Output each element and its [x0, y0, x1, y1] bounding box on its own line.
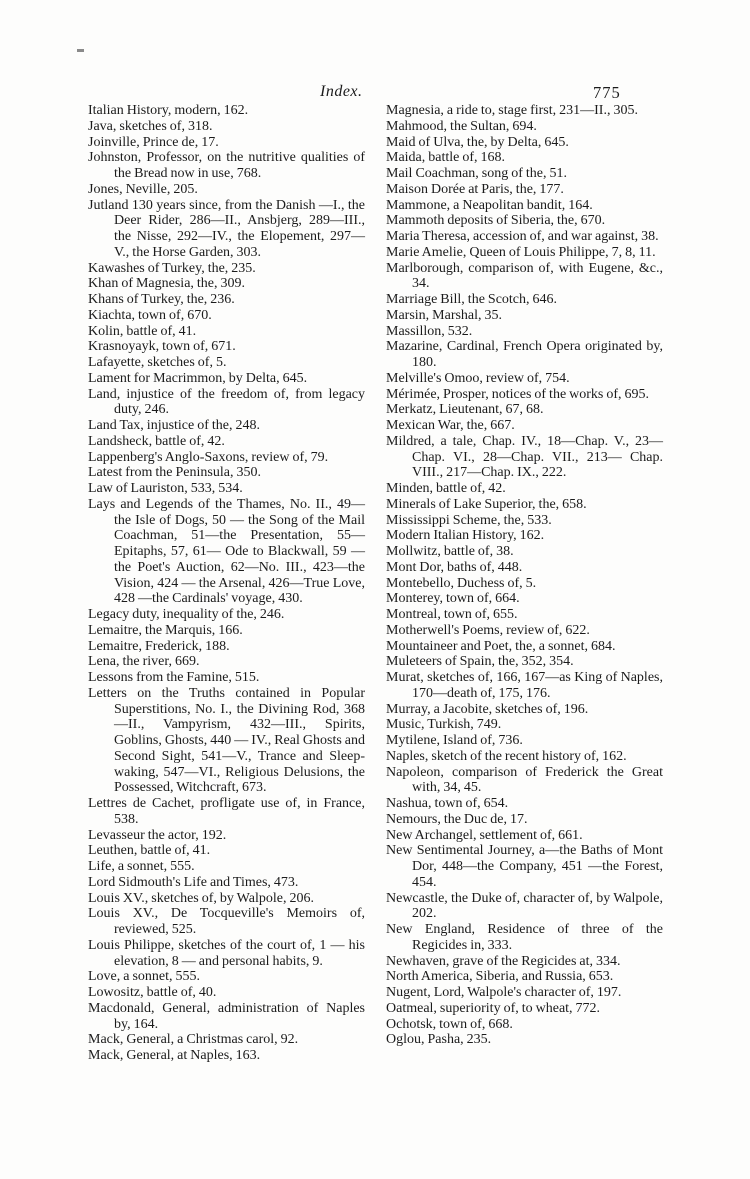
index-entry: Naples, sketch of the recent history of, 162.	[386, 748, 627, 764]
index-entry: Johnston, Professor, on the nutritive qualities of the Bread now in use, 768.	[88, 150, 365, 181]
index-entry: Latest from the Peninsula, 350.	[88, 465, 261, 481]
index-entry: Italian History, modern, 162.	[88, 103, 249, 118]
index-entry: Marsin, Marshal, 35.	[386, 307, 503, 323]
index-entry: Legacy duty, inequality of the, 246.	[88, 607, 285, 622]
index-entry: Landsheck, battle of, 42.	[88, 433, 225, 449]
index-entry: Letters on the Truths contained in Popular Superstitions, No. I., the Divining Rod, 368—II., Vampyrism, 432—III., Spirits, Goblins, Ghosts, 440 — IV., Real Ghosts and Second Sight, 541—V., Trance and Sleep-waking, 547—VI., Religious Delusions, the Possessed, Witchcraft, 673.	[88, 685, 365, 796]
index-entry: Montebello, Duchess of, 5.	[386, 575, 537, 591]
index-entry: Montreal, town of, 655.	[386, 607, 518, 622]
index-entry: Marriage Bill, the Scotch, 646.	[386, 292, 558, 307]
index-entry: Krasnoyayk, town of, 671.	[88, 339, 236, 355]
index-entry: Louis Philippe, sketches of the court of, 1 — his elevation, 8 — and personal habits, 9.	[88, 937, 365, 969]
index-column-left	[88, 103, 365, 1064]
index-entry: Muleteers of Spain, the, 352, 354.	[386, 654, 574, 670]
index-entry: Mountaineer and Poet, the, a sonnet, 684.	[386, 638, 616, 654]
index-entry: Magnesia, a ride to, stage first, 231—II., 305.	[386, 103, 638, 118]
index-entry: New England, Residence of three of the Regicides in, 333.	[386, 922, 663, 953]
index-entry: Maria Theresa, accession of, and war against, 38.	[386, 229, 659, 244]
index-entry: New Archangel, settlement of, 661.	[386, 827, 583, 843]
index-entry: Mildred, a tale, Chap. IV., 18—Chap. V., 23—Chap. VI., 28—Chap. VII., 213— Chap. VIII., 217—Chap. IX., 222.	[386, 433, 663, 481]
index-entry: Land Tax, injustice of the, 248.	[88, 418, 261, 433]
index-entry: Louis XV., sketches of, by Walpole, 206.	[88, 890, 314, 906]
index-entry: Nugent, Lord, Walpole's character of, 197.	[386, 985, 622, 1000]
index-entry: Mammone, a Neapolitan bandit, 164.	[386, 197, 593, 213]
index-entry: New Sentimental Journey, a—the Baths of Mont Dor, 448—the Company, 451 —the Forest, 454.	[386, 843, 663, 890]
index-entry: Mail Coachman, song of the, 51.	[386, 166, 568, 181]
index-entry: Nashua, town of, 654.	[386, 796, 509, 811]
scan-artifact-mark	[77, 49, 84, 52]
index-entry: Law of Lauriston, 533, 534.	[88, 481, 243, 496]
running-head	[0, 83, 750, 103]
index-entry: Mazarine, Cardinal, French Opera originated by, 180.	[386, 339, 663, 370]
index-entry: Minerals of Lake Superior, the, 658.	[386, 496, 587, 512]
index-entry: Mississippi Scheme, the, 533.	[386, 512, 552, 528]
index-entry: Mollwitz, battle of, 38.	[386, 544, 514, 559]
index-entry: Murat, sketches of, 166, 167—as King of Naples, 170—death of, 175, 176.	[386, 670, 663, 701]
index-entry: Oatmeal, superiority of, to wheat, 772.	[386, 1000, 601, 1016]
index-entry: Khan of Magnesia, the, 309.	[88, 276, 246, 292]
index-entry: Modern Italian History, 162.	[386, 528, 545, 544]
index-entry: Kiachta, town of, 670.	[88, 307, 212, 323]
index-entry: Macdonald, General, administration of Naples by, 164.	[88, 1000, 365, 1032]
index-entry: Love, a sonnet, 555.	[88, 969, 201, 985]
index-entry: Khans of Turkey, the, 236.	[88, 292, 235, 307]
index-entry: Mahmood, the Sultan, 694.	[386, 118, 537, 134]
index-entry: Life, a sonnet, 555.	[88, 859, 195, 874]
index-entry: Mexican War, the, 667.	[386, 418, 515, 433]
index-entry: Marlborough, comparison of, with Eugene, &c., 34.	[386, 260, 663, 292]
index-entry: Lays and Legends of the Thames, No. II., 49—the Isle of Dogs, 50 — the Song of the Mail Coachman, 51—the Presentation, 55—Epitaphs, 57, 61— Ode to Blackwall, 59 — the Poet's Auction, 62—No. III., 423—the Vision, 424 — the Arsenal, 426—True Love, 428 —the Cardinals' voyage, 430.	[88, 496, 365, 607]
index-entry: Louis XV., De Tocqueville's Memoirs of, reviewed, 525.	[88, 906, 365, 937]
index-entry: Mammoth deposits of Siberia, the, 670.	[386, 213, 606, 229]
index-entry: Monterey, town of, 664.	[386, 591, 520, 607]
index-entry: Mérimée, Prosper, notices of the works of, 695.	[386, 386, 650, 402]
index-entry: Massillon, 532.	[386, 323, 473, 339]
index-entry: Nemours, the Duc de, 17.	[386, 811, 528, 827]
page-title: Index.	[320, 83, 363, 100]
page-number: 775	[593, 83, 621, 102]
index-entry: Napoleon, comparison of Frederick the Great with, 34, 45.	[386, 764, 663, 796]
index-entry: Lemaitre, Frederick, 188.	[88, 638, 230, 654]
index-entry: Merkatz, Lieutenant, 67, 68.	[386, 402, 544, 418]
index-entry: Mack, General, a Christmas carol, 92.	[88, 1032, 299, 1048]
index-entry: Lord Sidmouth's Life and Times, 473.	[88, 874, 299, 890]
index-entry: Land, injustice of the freedom of, from legacy duty, 246.	[88, 386, 365, 418]
index-entry: Oglou, Pasha, 235.	[386, 1032, 492, 1048]
index-entry: Mont Dor, baths of, 448.	[386, 559, 523, 575]
index-entry: Murray, a Jacobite, sketches of, 196.	[386, 701, 589, 717]
index-entry: Mytilene, Island of, 736.	[386, 733, 523, 748]
index-entry: Motherwell's Poems, review of, 622.	[386, 622, 590, 638]
index-columns	[88, 103, 664, 1064]
index-entry: Ochotsk, town of, 668.	[386, 1016, 513, 1032]
index-entry: Jutland 130 years since, from the Danish —I., the Deer Rider, 286—II., Ansbjerg, 289—III., the Nisse, 292—IV., the Elopement, 297—V., the Horse Garden, 303.	[88, 197, 365, 260]
index-entry: Levasseur the actor, 192.	[88, 827, 227, 843]
index-entry: Lowositz, battle of, 40.	[88, 985, 217, 1000]
index-entry: Newcastle, the Duke of, character of, by Walpole, 202.	[386, 890, 663, 922]
index-entry: Marie Amelie, Queen of Louis Philippe, 7, 8, 11.	[386, 244, 656, 260]
index-entry: Minden, battle of, 42.	[386, 481, 506, 496]
index-entry: Lena, the river, 669.	[88, 654, 200, 670]
index-entry: Mack, General, at Naples, 163.	[88, 1048, 261, 1063]
index-entry: Lettres de Cachet, profligate use of, in France, 538.	[88, 796, 365, 827]
index-entry: Maison Dorée at Paris, the, 177.	[386, 181, 564, 197]
index-entry: Melville's Omoo, review of, 754.	[386, 370, 570, 386]
index-entry: Jones, Neville, 205.	[88, 181, 198, 197]
index-column-right	[386, 103, 663, 1064]
index-entry: Lessons from the Famine, 515.	[88, 670, 260, 685]
index-entry: Java, sketches of, 318.	[88, 118, 213, 134]
index-entry: North America, Siberia, and Russia, 653.	[386, 969, 614, 985]
index-entry: Maida, battle of, 168.	[386, 150, 506, 166]
index-entry: Lemaitre, the Marquis, 166.	[88, 622, 243, 638]
index-entry: Joinville, Prince de, 17.	[88, 134, 219, 150]
index-entry: Newhaven, grave of the Regicides at, 334.	[386, 953, 621, 969]
index-entry: Music, Turkish, 749.	[386, 717, 502, 733]
index-entry: Lappenberg's Anglo-Saxons, review of, 79.	[88, 449, 329, 465]
index-entry: Maid of Ulva, the, by Delta, 645.	[386, 134, 569, 150]
index-entry: Leuthen, battle of, 41.	[88, 843, 211, 859]
index-entry: Kawashes of Turkey, the, 235.	[88, 260, 256, 276]
index-entry: Lafayette, sketches of, 5.	[88, 355, 227, 370]
index-entry: Kolin, battle of, 41.	[88, 323, 197, 339]
index-entry: Lament for Macrimmon, by Delta, 645.	[88, 370, 308, 386]
